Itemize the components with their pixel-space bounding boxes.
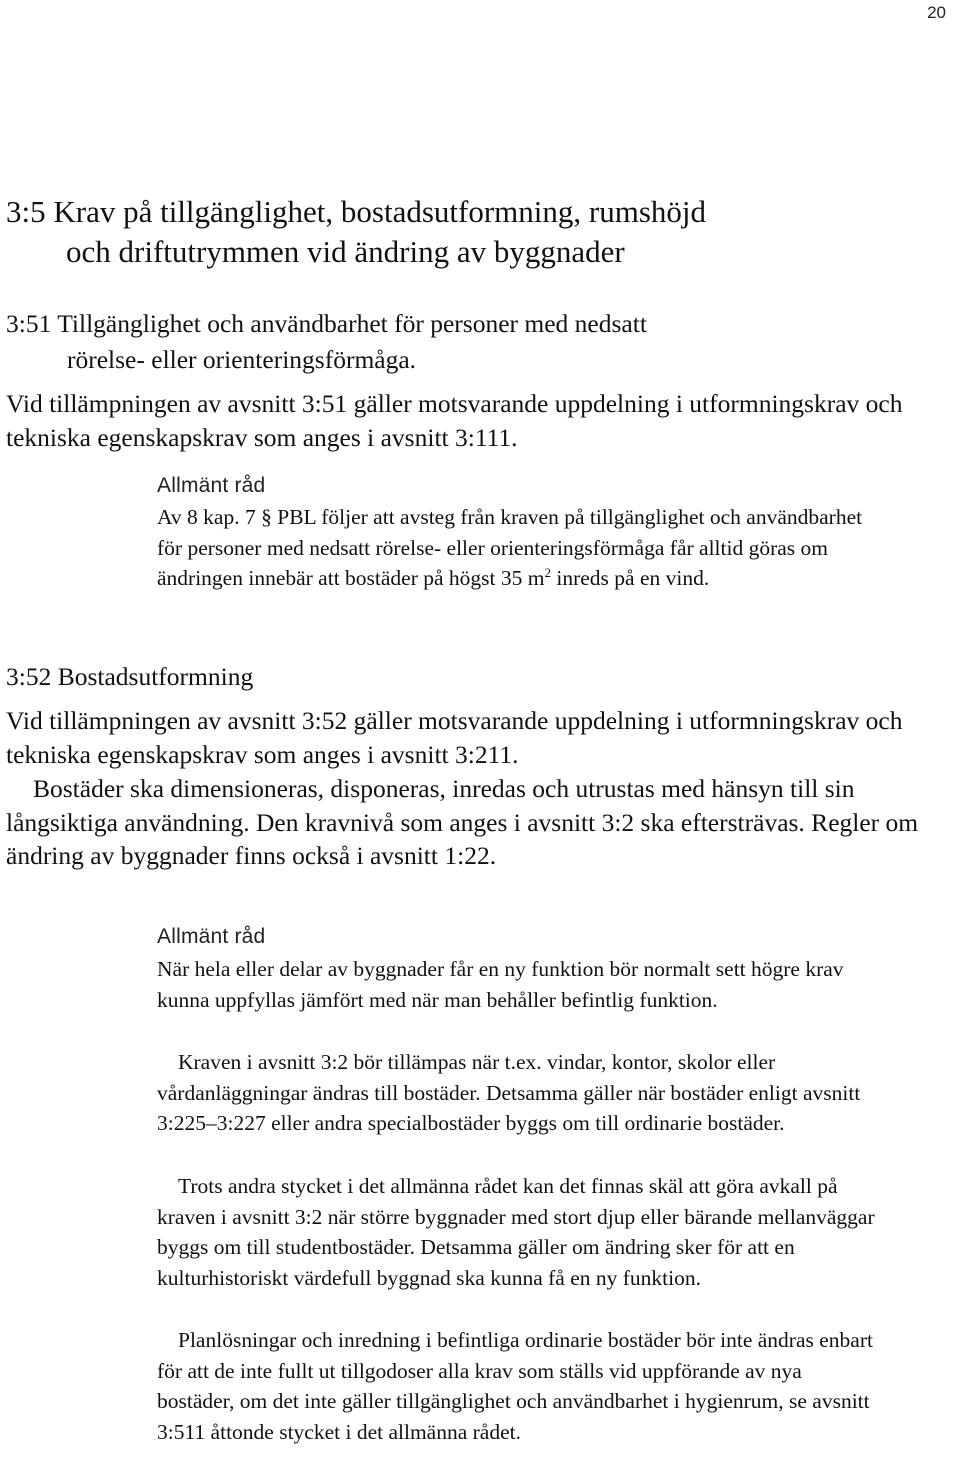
advice-label-2: Allmänt råd <box>157 925 266 948</box>
paragraph-352a: Vid tillämpningen av avsnitt 3:52 gäller motsvarande uppdelning i utformningskrav och tekniska egenskapskrav som anges i avsnitt 3:211. <box>6 706 903 769</box>
section-sign: § <box>261 505 272 529</box>
section-heading-line2: och driftutrymmen vid ändring av byggnader <box>66 234 625 269</box>
section-heading-line1: 3:5 Krav på tillgänglighet, bostadsutformning, rumshöjd <box>6 194 706 229</box>
advice-1-text-c: inreds på en vind. <box>551 566 710 590</box>
paragraph-352b: Bostäder ska dimensioneras, disponeras, inredas och utrustas med hänsyn till sin långsiktiga användning. Den kravnivå som anges i avsnitt 3:2 ska eftersträvas. Regler om ändring av byggnader finns också i avsnitt 1:22. <box>6 774 919 870</box>
advice-2-paragraph-3: Trots andra stycket i det allmänna rådet kan det finnas skäl att göra avkall på kraven i avsnitt 3:2 när större byggnader med stort djup eller bärande mellanväggar byggs om till studentbostäder. Detsamma gäller om ändring sker för att en kulturhistoriskt värdefull byggnad ska kunna få en ny funktion. <box>157 1174 875 1290</box>
advice-2-paragraph-1: När hela eller delar av byggnader får en ny funktion bör normalt sett högre krav kunna uppfyllas jämfört med när man behåller befintlig funktion. <box>157 957 844 1012</box>
advice-label-1: Allmänt råd <box>157 474 266 497</box>
paragraph-351: Vid tillämpningen av avsnitt 3:51 gäller motsvarande uppdelning i utformningskrav och tekniska egenskapskrav som anges i avsnitt 3:111. <box>6 389 903 452</box>
page-number: 20 <box>927 3 946 22</box>
subsection-351-line2: rörelse- eller orienteringsförmåga. <box>67 345 417 374</box>
advice-1-text-a: Av 8 kap. 7 <box>157 505 262 529</box>
advice-2-paragraph-2: Kraven i avsnitt 3:2 bör tillämpas när t.ex. vindar, kontor, skolor eller vårdanläggningar ändras till bostäder. Detsamma gäller när bostäder enligt avsnitt 3:225–3:227 eller andra specialbostäder byggs om till ordinarie bostäder. <box>157 1050 861 1135</box>
advice-1-text-b: PBL följer att avsteg från kraven på tillgänglighet och användbarhet för personer med nedsatt rörelse- eller orienteringsförmåga får alltid göras om ändringen innebär att bostäder på högst 35 m <box>157 505 863 590</box>
section-heading <box>6 192 946 272</box>
advice-2-paragraph-4: Planlösningar och inredning i befintliga ordinarie bostäder bör inte ändras enbart för att de inte fullt ut tillgodoser alla krav som ställs vid uppförande av nya bostäder, om det inte gäller tillgänglighet och användbarhet i hygienrum, se avsnitt 3:511 åttonde stycket i det allmänna rådet. <box>157 1328 873 1444</box>
subsection-352-heading: 3:52 Bostadsutformning <box>6 662 254 691</box>
square-superscript: 2 <box>544 564 551 580</box>
advice-block-1 <box>157 502 877 594</box>
subsection-351-line1: 3:51 Tillgänglighet och användbarhet för personer med nedsatt <box>6 309 647 338</box>
subsection-351-heading <box>6 306 946 378</box>
